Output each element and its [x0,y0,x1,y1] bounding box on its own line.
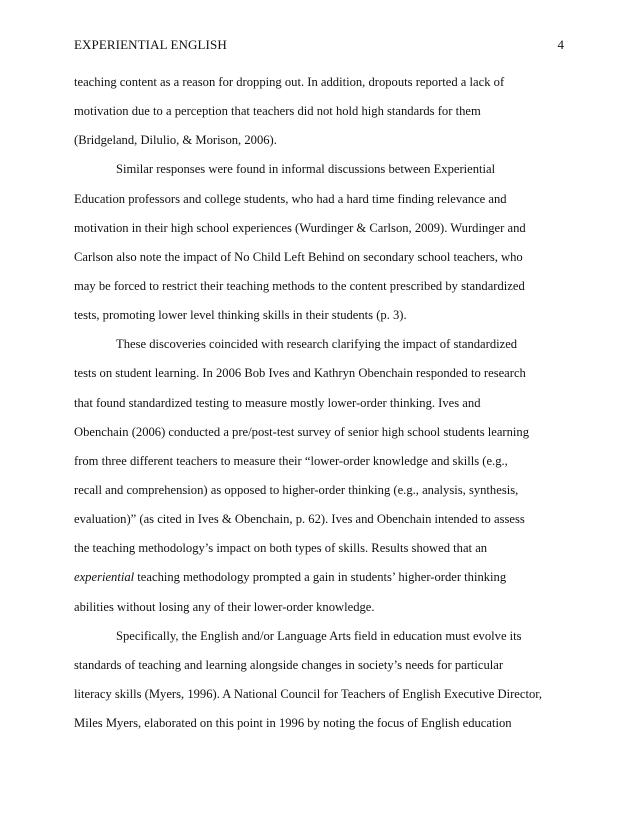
text-line: Miles Myers, elaborated on this point in 1996 by noting the focus of English education [74,716,512,731]
body-text [74,68,566,738]
text-line: abilities without losing any of their lower-order knowledge. [74,599,375,614]
paragraph-first-line: These discoveries coincided with research clarifying the impact of standardized [116,337,518,352]
text-line: Obenchain (2006) conducted a pre/post-test survey of senior high school students learning [74,424,530,439]
text-line: from three different teachers to measure their “lower-order knowledge and skills (e.g., [74,453,508,468]
running-head: EXPERIENTIAL ENGLISH [74,37,227,52]
text-line: tests on student learning. In 2006 Bob Ives and Kathryn Obenchain responded to research [74,366,526,381]
text-line: standards of teaching and learning alongside changes in society’s needs for particular [74,657,504,672]
text-line: literacy skills (Myers, 1996). A National Council for Teachers of English Executive Director, [74,686,543,701]
text-line: that found standardized testing to measure mostly lower-order thinking. Ives and [74,395,481,410]
text-line: evaluation)” (as cited in Ives & Obenchain, p. 62). Ives and Obenchain intended to assess [74,512,525,527]
text-line: the teaching methodology’s impact on both types of skills. Results showed that an [74,541,488,556]
text-run: teaching methodology prompted a gain in students’ higher-order thinking [134,570,507,585]
text-line: motivation in their high school experiences (Wurdinger & Carlson, 2009). Wurdinger and [74,220,526,235]
text-line: tests, promoting lower level thinking skills in their students (p. 3). [74,308,407,323]
italic-term: experiential [74,570,135,585]
text-line-with-italic [74,563,566,592]
text-line: teaching content as a reason for dropping out. In addition, dropouts reported a lack of [74,75,505,89]
text-line: may be forced to restrict their teaching methods to the content prescribed by standardized [74,278,525,293]
text-line: recall and comprehension) as opposed to higher-order thinking (e.g., analysis, synthesis, [74,482,519,497]
text-line: motivation due to a perception that teachers did not hold high standards for them [74,104,481,119]
page-number: 4 [557,37,564,52]
text-line: Carlson also note the impact of No Child Left Behind on secondary school teachers, who [74,249,523,264]
text-line: (Bridgeland, Dilulio, & Morison, 2006). [74,133,277,148]
paragraph-first-line: Similar responses were found in informal discussions between Experiential [116,162,496,177]
paragraph-first-line: Specifically, the English and/or Language Arts field in education must evolve its [116,628,522,643]
text-line: Education professors and college students, who had a hard time finding relevance and [74,191,507,206]
